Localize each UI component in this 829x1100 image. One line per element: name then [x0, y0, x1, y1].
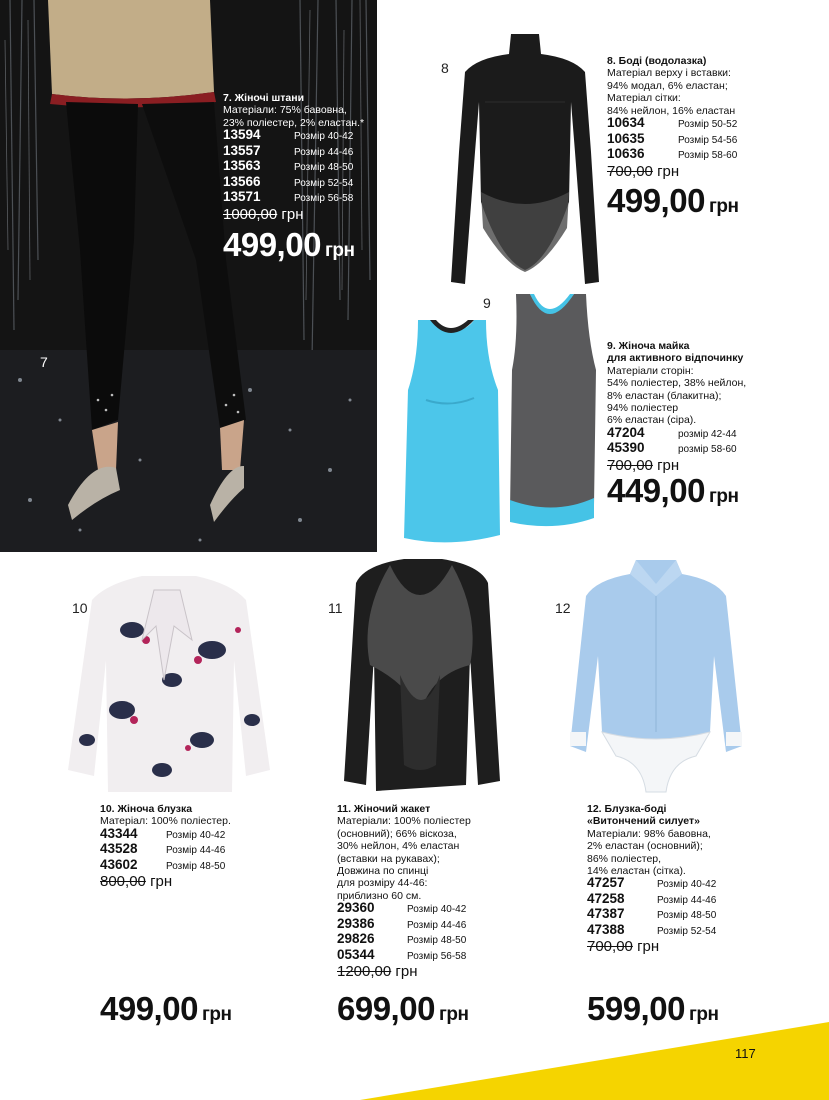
size-label: Розмір 44-46: [166, 845, 226, 857]
currency: грн: [281, 205, 304, 223]
product-code: 29386: [337, 915, 375, 931]
size-label: Розмір 40-42: [166, 829, 226, 841]
old-price-value: 800,00: [100, 873, 146, 891]
item-12-detail: 2% еластан (основний);: [587, 840, 703, 853]
shirt-bodysuit-image: [566, 556, 746, 796]
product-code: 13566: [223, 173, 261, 189]
item-11-number: 11: [328, 600, 343, 616]
code-row: [337, 946, 507, 965]
size-label: Розмір 50-52: [678, 119, 738, 131]
item-11-detail: для розміру 44-46:: [337, 877, 428, 890]
item-11-title: 11. Жіночий жакет: [337, 803, 431, 815]
size-label: Розмір 58-60: [678, 150, 738, 162]
price-value: 499,00: [223, 226, 321, 263]
item-12-info: [587, 803, 757, 954]
product-code: 47258: [587, 890, 625, 906]
product-code: 47257: [587, 875, 625, 891]
old-price-value: 1000,00: [223, 205, 278, 223]
product-code: 10634: [607, 115, 645, 131]
code-row: [607, 442, 797, 458]
item-9-price: [607, 472, 738, 510]
code-row: [607, 148, 787, 164]
item-11-detail: (основний); 66% віскоза,: [337, 827, 457, 840]
item-12-detail: 86% поліестер,: [587, 852, 662, 865]
item-9-title: для активного відпочинку: [607, 352, 744, 365]
product-code: 47204: [607, 424, 645, 440]
item-11-detail: приблизно 60 см.: [337, 889, 422, 902]
item-9-detail: 54% поліестер, 38% нейлон,: [607, 377, 747, 390]
item-10-number: 10: [72, 600, 88, 616]
item-8-info: [607, 55, 787, 178]
size-label: розмір 58-60: [678, 444, 737, 456]
price-value: 699,00: [337, 990, 435, 1027]
item-8-detail: 94% модал, 6% еластан;: [607, 79, 728, 92]
item-8-detail: Матеріал верху і вставки:: [607, 67, 731, 80]
item-7-number: 7: [40, 354, 48, 370]
item-10-price: [100, 990, 231, 1028]
price-value: 599,00: [587, 990, 685, 1027]
item-9-detail: Матеріали сторін:: [607, 364, 694, 377]
size-label: розмір 42-44: [678, 428, 737, 440]
item-8-title: 8. Боді (водолазка): [607, 55, 707, 67]
item-8-detail: 84% нейлон, 16% еластан: [607, 104, 736, 117]
leather-jacket-image: [340, 555, 505, 795]
size-label: Розмір 40-42: [657, 879, 717, 891]
size-label: Розмір 48-50: [657, 910, 717, 922]
code-row: [100, 856, 270, 875]
currency: грн: [324, 240, 355, 261]
size-label: Розмір 56-58: [407, 950, 467, 962]
code-row: [223, 191, 373, 207]
item-7-title: 7. Жіночі штани: [223, 92, 305, 104]
product-code: 13563: [223, 158, 261, 174]
product-code: 10636: [607, 146, 645, 162]
size-label: Розмір 54-56: [678, 134, 738, 146]
old-price: [337, 963, 507, 981]
item-7-info: [223, 92, 373, 221]
product-code: 43528: [100, 841, 138, 857]
old-price: [100, 873, 270, 891]
product-code: 43344: [100, 825, 138, 841]
item-7-price: [223, 226, 354, 264]
product-code: 29360: [337, 900, 375, 916]
item-7-detail: 23% поліестер, 2% еластан.*: [223, 116, 365, 129]
size-label: Розмір 52-54: [657, 925, 717, 937]
item-11-detail: 30% нейлон, 4% еластан: [337, 840, 460, 853]
product-code: 47388: [587, 921, 625, 937]
currency: грн: [657, 162, 680, 180]
old-price-value: 700,00: [607, 162, 653, 180]
page-number: 117: [735, 1046, 756, 1061]
product-code: 45390: [607, 440, 645, 456]
item-11-info: [337, 803, 507, 979]
item-9-number: 9: [483, 295, 491, 311]
size-label: Розмір 44-46: [657, 894, 717, 906]
size-label: Розмір 56-58: [294, 193, 354, 205]
item-10-info: [100, 803, 270, 889]
old-price-value: 1200,00: [337, 963, 392, 981]
currency: грн: [688, 1004, 719, 1025]
size-label: Розмір 44-46: [407, 919, 467, 931]
product-code: 13557: [223, 142, 261, 158]
currency: грн: [395, 963, 418, 981]
old-price: [607, 162, 787, 180]
item-12-title: «Витончений силует»: [587, 815, 700, 828]
item-11-detail: (вставки на рукавах);: [337, 852, 440, 865]
item-12-number: 12: [555, 600, 571, 616]
old-price: [607, 456, 797, 474]
price-value: 449,00: [607, 472, 705, 509]
currency: грн: [708, 486, 739, 507]
size-label: Розмір 52-54: [294, 177, 354, 189]
product-code: 13571: [223, 189, 261, 205]
size-label: Розмір 40-42: [407, 904, 467, 916]
product-code: 13594: [223, 127, 261, 143]
currency: грн: [150, 873, 173, 891]
item-12-detail: Матеріали: 98% бавовна,: [587, 827, 711, 840]
currency: грн: [657, 456, 680, 474]
currency: грн: [708, 196, 739, 217]
size-label: Розмір 44-46: [294, 146, 354, 158]
product-code: 47387: [587, 906, 625, 922]
currency: грн: [438, 1004, 469, 1025]
currency: грн: [201, 1004, 232, 1025]
size-label: Розмір 48-50: [166, 860, 226, 872]
old-price: [587, 938, 757, 956]
item-7-detail: Матеріали: 75% бавовна,: [223, 104, 347, 117]
item-8-price: [607, 182, 738, 220]
product-code: 05344: [337, 946, 375, 962]
tank-tops-image: [390, 290, 605, 550]
floral-blouse-image: [62, 570, 277, 795]
item-9-title: 9. Жіноча майка: [607, 340, 690, 352]
code-row: [587, 921, 757, 940]
item-10-detail: Матеріал: 100% поліестер.: [100, 815, 231, 828]
old-price: [223, 205, 373, 223]
product-code: 43602: [100, 856, 138, 872]
item-12-title: 12. Блузка-боді: [587, 803, 667, 815]
item-11-detail: Довжина по спинці: [337, 865, 429, 878]
item-10-title: 10. Жіноча блузка: [100, 803, 193, 815]
item-12-detail: 14% еластан (сітка).: [587, 865, 686, 878]
old-price-value: 700,00: [587, 938, 633, 956]
size-label: Розмір 48-50: [407, 935, 467, 947]
item-8-detail: Матеріал сітки:: [607, 92, 681, 105]
product-code: 29826: [337, 931, 375, 947]
item-11-detail: Матеріали: 100% поліестер: [337, 815, 471, 828]
bodysuit-image: [445, 32, 605, 287]
old-price-value: 700,00: [607, 456, 653, 474]
item-9-detail: 8% еластан (блакитна);: [607, 389, 722, 402]
item-9-detail: 94% поліестер: [607, 402, 679, 415]
size-label: Розмір 40-42: [294, 131, 354, 143]
item-9-info: [607, 340, 797, 472]
currency: грн: [637, 938, 660, 956]
item-8-number: 8: [441, 60, 449, 76]
product-code: 10635: [607, 130, 645, 146]
price-value: 499,00: [100, 990, 198, 1027]
price-value: 499,00: [607, 182, 705, 219]
size-label: Розмір 48-50: [294, 162, 354, 174]
trousers-photo: [0, 0, 377, 552]
item-11-price: [337, 990, 468, 1028]
item-12-price: [587, 990, 718, 1028]
item-9-detail: 6% еластан (сіра).: [607, 414, 697, 427]
